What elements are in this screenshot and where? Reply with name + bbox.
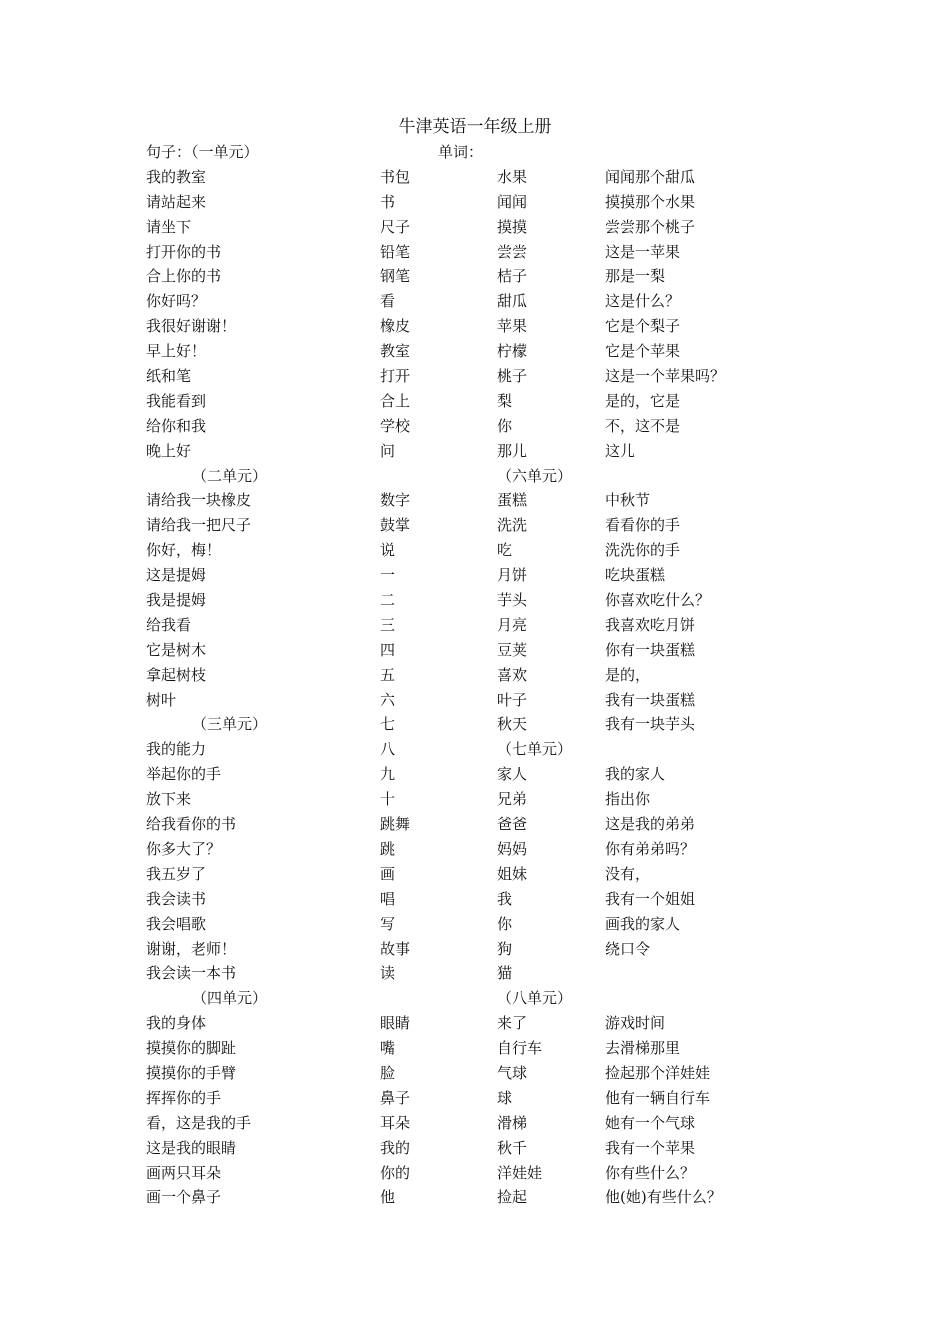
table-row [0,565,950,590]
word-cell: 我的 [380,1138,411,1157]
sentence-cell: 早上好！ [146,342,207,361]
word-cell-2: 闻闻 [497,192,528,211]
phrase-cell: 我有一块蛋糕 [605,690,696,709]
table-row [0,939,950,964]
phrase-cell: 它是个苹果 [605,342,681,361]
phrase-cell: 中秋节 [605,491,651,510]
table-row [0,515,950,540]
word-cell: 鼓掌 [380,516,411,535]
word-cell-2: 水果 [497,167,528,186]
word-cell: 打开 [380,367,411,386]
sentence-cell: 这是我的眼睛 [146,1138,237,1157]
sentence-cell: 请坐下 [146,217,192,236]
word-cell-2: 月亮 [497,615,528,634]
word-cell: 脸 [380,1063,396,1082]
phrase-cell: 游戏时间 [605,1014,666,1033]
table-row [0,665,950,690]
word-cell: 你的 [380,1163,411,1182]
word-cell: 读 [380,964,396,983]
word-cell: 学校 [380,416,411,435]
word-cell: 写 [380,914,396,933]
phrase-cell: 我喜欢吃月饼 [605,615,696,634]
word-cell-2: 滑梯 [497,1113,528,1132]
sentence-cell: 我能看到 [146,391,207,410]
word-cell-2: 秋千 [497,1138,528,1157]
table-row [0,864,950,889]
table-row [0,963,950,988]
word-cell: 跳 [380,839,396,858]
word-cell-2: 甜瓜 [497,292,528,311]
word-cell-2: 姐妹 [497,864,528,883]
word-cell: 耳朵 [380,1113,411,1132]
table-row [0,590,950,615]
table-row [0,1088,950,1113]
sentence-cell: 我的身体 [146,1014,207,1033]
word-cell-2: 洋娃娃 [497,1163,543,1182]
sentence-cell: 画两只耳朵 [146,1163,222,1182]
word-cell: 六 [380,690,396,709]
word-cell-2: 芋头 [497,591,528,610]
sentence-cell: 我会读书 [146,889,207,908]
word-cell: 画 [380,864,396,883]
word-cell: 一 [380,566,396,585]
sentence-cell: 纸和笔 [146,367,192,386]
word-cell-2: 爸爸 [497,815,528,834]
phrase-cell: 我有一个姐姐 [605,889,696,908]
word-cell-2: 那儿 [497,441,528,460]
word-cell-2: 苹果 [497,317,528,336]
phrase-cell: 这是我的弟弟 [605,815,696,834]
phrase-cell: 她有一个气球 [605,1113,696,1132]
word-cell: 四 [380,640,396,659]
sentence-cell: 晚上好 [146,441,192,460]
table-row [0,789,950,814]
sentence-cell: 请给我一把尺子 [146,516,252,535]
sentence-cell: 树叶 [146,690,177,709]
phrase-cell: 这是一苹果 [605,242,681,261]
sentence-cell: （四单元） [192,989,268,1008]
phrase-cell: 你有一块蛋糕 [605,640,696,659]
table-row [0,466,950,491]
word-cell: 书 [380,192,396,211]
sentence-cell: 谢谢，老师！ [146,939,237,958]
table-row [0,690,950,715]
sentence-cell: 挥挥你的手 [146,1088,222,1107]
word-cell: 七 [380,715,396,734]
sentence-cell: 给我看你的书 [146,815,237,834]
table-row [0,192,950,217]
table-row [0,1113,950,1138]
sentence-cell: 我五岁了 [146,864,207,883]
word-cell: 橡皮 [380,317,411,336]
word-cell: 单词： [438,143,484,161]
table-row [0,814,950,839]
table-row [0,391,950,416]
table-row [0,167,950,192]
phrase-cell: 绕口令 [605,939,651,958]
sentence-cell: （三单元） [192,715,268,734]
table-row [0,540,950,565]
word-cell: 跳舞 [380,815,411,834]
phrase-cell: 指出你 [605,790,651,809]
table-row [0,242,950,267]
phrase-cell: 看看你的手 [605,516,681,535]
phrase-cell: 我有一个苹果 [605,1138,696,1157]
table-row [0,416,950,441]
word-cell: 问 [380,441,396,460]
table-row [0,640,950,665]
word-cell: 三 [380,615,396,634]
phrase-cell: 捡起那个洋娃娃 [605,1063,711,1082]
phrase-cell: 尝尝那个桃子 [605,217,696,236]
sentence-cell: 摸摸你的脚趾 [146,1039,237,1058]
table-row [0,1163,950,1188]
sentence-cell: 我很好谢谢！ [146,317,237,336]
phrase-cell: 吃块蛋糕 [605,566,666,585]
table-row [0,490,950,515]
word-cell: 书包 [380,167,411,186]
table-row [0,1038,950,1063]
sentence-cell: 我会唱歌 [146,914,207,933]
word-cell: 尺子 [380,217,411,236]
table-row [0,714,950,739]
word-cell-2: 月饼 [497,566,528,585]
table-row [0,615,950,640]
word-cell-2: 桃子 [497,367,528,386]
phrase-cell: 你有弟弟吗？ [605,839,696,858]
sentence-cell: 我的教室 [146,167,207,186]
word-cell-2: 自行车 [497,1039,543,1058]
word-cell: 眼睛 [380,1014,411,1033]
phrase-cell: 是的，它是 [605,391,681,410]
word-cell-2: 来了 [497,1014,528,1033]
word-cell: 十 [380,790,396,809]
table-row [0,839,950,864]
sentence-cell: 你好吗？ [146,292,207,311]
sentence-cell: 画一个鼻子 [146,1188,222,1207]
sentence-cell: 拿起树枝 [146,665,207,684]
word-cell-2: 桔子 [497,267,528,286]
word-cell-2: （六单元） [497,466,573,485]
word-cell-2: 我 [497,889,513,908]
word-cell-2: 喜欢 [497,665,528,684]
sentence-cell: 你多大了？ [146,839,222,858]
word-cell: 唱 [380,889,396,908]
sentence-cell: 它是树木 [146,640,207,659]
table-row [0,1138,950,1163]
phrase-cell: 我有一块芋头 [605,715,696,734]
phrase-cell: 你喜欢吃什么？ [605,591,711,610]
table-row [0,266,950,291]
sentence-cell: 摸摸你的手臂 [146,1063,237,1082]
word-cell-2: 妈妈 [497,839,528,858]
table-row [0,441,950,466]
sentence-cell: 合上你的书 [146,267,222,286]
phrase-cell: 那是一梨 [605,267,666,286]
sentence-cell: 我会读一本书 [146,964,237,983]
word-cell: 钢笔 [380,267,411,286]
phrase-cell: 闻闻那个甜瓜 [605,167,696,186]
sentence-cell: 请给我一块橡皮 [146,491,252,510]
phrase-cell: 没有， [605,864,651,883]
word-cell: 铅笔 [380,242,411,261]
word-cell-2: （八单元） [497,989,573,1008]
phrase-cell: 我的家人 [605,765,666,784]
word-cell: 看 [380,292,396,311]
table-row [0,291,950,316]
sentence-cell: 给你和我 [146,416,207,435]
word-cell: 说 [380,541,396,560]
phrase-cell: 画我的家人 [605,914,681,933]
word-cell: 二 [380,591,396,610]
word-cell-2: 摸摸 [497,217,528,236]
word-cell: 教室 [380,342,411,361]
table-row [0,1063,950,1088]
vocabulary-table [0,142,950,1212]
table-row [0,914,950,939]
word-cell-2: 你 [497,416,513,435]
word-cell-2: 球 [497,1088,513,1107]
sentence-cell: 看，这是我的手 [146,1113,252,1132]
table-row [0,1187,950,1212]
word-cell: 数字 [380,491,411,510]
word-cell-2: 气球 [497,1063,528,1082]
phrase-cell: 这是一个苹果吗？ [605,367,726,386]
phrase-cell: 去滑梯那里 [605,1039,681,1058]
table-row [0,764,950,789]
word-cell: 嘴 [380,1039,396,1058]
phrase-cell: 你有些什么？ [605,1163,696,1182]
sentence-cell: 打开你的书 [146,242,222,261]
sentence-cell: （二单元） [192,466,268,485]
phrase-cell: 他(她)有些什么？ [605,1188,722,1207]
sentence-cell: 放下来 [146,790,192,809]
sentence-cell: 我是提姆 [146,591,207,610]
phrase-cell: 这儿 [605,441,636,460]
word-cell: 五 [380,665,396,684]
phrase-cell: 洗洗你的手 [605,541,681,560]
phrase-cell: 不，这不是 [605,416,681,435]
word-cell-2: 梨 [497,391,513,410]
table-row [0,366,950,391]
word-cell: 九 [380,765,396,784]
table-row [0,988,950,1013]
word-cell-2: 叶子 [497,690,528,709]
word-cell-2: 捡起 [497,1188,528,1207]
document-title: 牛津英语一年级上册 [398,117,552,137]
table-row [0,341,950,366]
sentence-cell: 你好，梅！ [146,541,222,560]
word-cell-2: 豆荚 [497,640,528,659]
word-cell-2: 狗 [497,939,513,958]
table-row [0,316,950,341]
word-cell-2: 蛋糕 [497,491,528,510]
sentence-cell: 给我看 [146,615,192,634]
phrase-cell: 它是个梨子 [605,317,681,336]
word-cell: 八 [380,740,396,759]
word-cell-2: （七单元） [497,740,573,759]
phrase-cell: 这是什么？ [605,292,681,311]
word-cell-2: 秋天 [497,715,528,734]
word-cell-2: 柠檬 [497,342,528,361]
sentence-cell: 句子：（一单元） [146,143,259,161]
phrase-cell: 他有一辆自行车 [605,1088,711,1107]
table-row [0,739,950,764]
word-cell-2: 猫 [497,964,513,983]
phrase-cell: 是的， [605,665,651,684]
sentence-cell: 我的能力 [146,740,207,759]
table-row [0,1013,950,1038]
word-cell: 合上 [380,391,411,410]
phrase-cell: 摸摸那个水果 [605,192,696,211]
table-row [0,889,950,914]
word-cell: 鼻子 [380,1088,411,1107]
sentence-cell: 举起你的手 [146,765,222,784]
sentence-cell: 这是提姆 [146,566,207,585]
word-cell: 他 [380,1188,396,1207]
word-cell-2: 兄弟 [497,790,528,809]
sentence-cell: 请站起来 [146,192,207,211]
word-cell-2: 家人 [497,765,528,784]
word-cell-2: 吃 [497,541,513,560]
word-cell-2: 洗洗 [497,516,528,535]
word-cell: 故事 [380,939,411,958]
table-row [0,142,950,167]
word-cell-2: 你 [497,914,513,933]
table-row [0,217,950,242]
word-cell-2: 尝尝 [497,242,528,261]
